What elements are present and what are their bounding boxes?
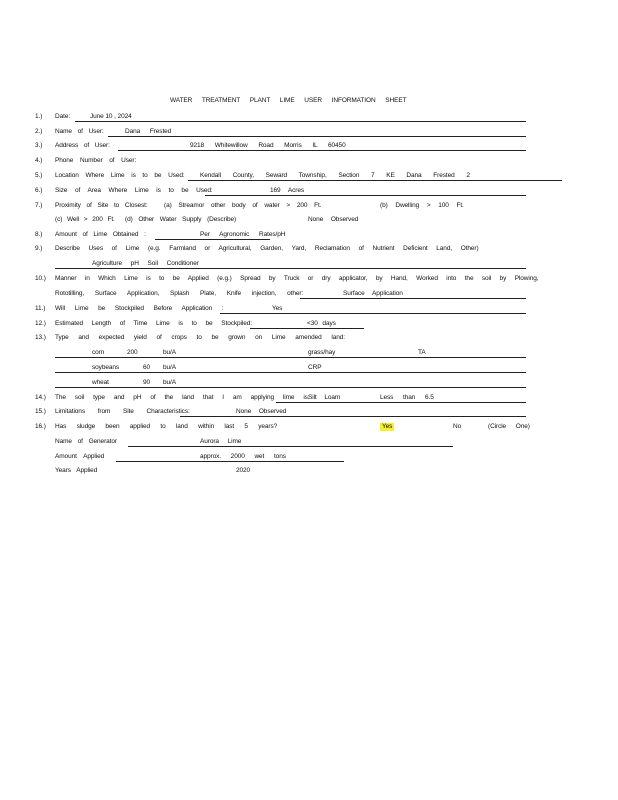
manner-value[interactable]: Surface Application (343, 290, 403, 297)
location-line (188, 180, 562, 181)
amount-label: Amount of Lime Obtained : (55, 231, 146, 238)
manner-line (300, 298, 526, 299)
generator-line (128, 446, 453, 447)
uses-line (55, 268, 526, 269)
generator-label: Name of Generator (55, 438, 117, 445)
crop-1-other2[interactable]: TA (418, 349, 426, 356)
crop-1-unit: bu/A (163, 349, 176, 356)
sludge-label: Has sludge been applied to land within last 5 years? (55, 423, 278, 430)
item-4-number: 4.) (35, 157, 43, 164)
manner-label-line-2: Rototilling, Surface Application, Splash Plate, Knife injection, other: (55, 290, 304, 297)
item-6-number: 6.) (35, 187, 43, 194)
address-value[interactable]: 9218 Whitewillow Road Morris IL 60450 (190, 142, 346, 149)
stockpile-time-line (250, 328, 364, 329)
stockpile-time-label: Estimated Length of Time Lime is to be Stockpiled: (55, 320, 252, 327)
item-9-number: 9.) (35, 245, 43, 252)
proximity-d: (d) Other Water Supply (Describe) (125, 216, 237, 223)
limitations-line (180, 416, 526, 417)
crop-3-line (55, 387, 526, 388)
amount-line (155, 239, 270, 240)
limitations-label: Limitations from Site Characteristics: (55, 408, 190, 415)
circle-one-note: (Circle One) (488, 423, 530, 430)
proximity-b: (b) Dwelling > 100 Ft. (380, 202, 464, 209)
proximity-label: Proximity of Site to Closest: (55, 202, 148, 209)
item-3-number: 3.) (35, 142, 43, 149)
name-value[interactable]: Dana Frested (125, 128, 172, 135)
years-applied-label: Years Applied (55, 467, 98, 474)
date-line (75, 121, 526, 122)
item-1-number: 1.) (35, 113, 43, 120)
stockpile-value[interactable]: Yes (272, 305, 283, 312)
proximity-c: (c) Well > 200 Ft. (55, 216, 115, 223)
item-2-number: 2.) (35, 128, 43, 135)
sludge-yes-option[interactable]: Yes (382, 423, 393, 430)
size-label: Size of Area Where Lime is to be Used: (55, 187, 213, 194)
generator-value[interactable]: Aurora Lime (200, 438, 242, 445)
limitations-value[interactable]: None Observed (236, 408, 287, 415)
soil-ph-value[interactable]: Less than 6.5 (380, 394, 434, 401)
manner-label-line-1: Manner in Which Lime is to be Applied (e.g.) Spread by Truck or dry applicator, by Hand, Worked into the soil by Plowing, (55, 275, 539, 282)
item-16-number: 16.) (35, 423, 46, 430)
soil-line (276, 402, 526, 403)
address-label: Address of User: (55, 142, 110, 149)
size-value[interactable]: 169 Acres (270, 187, 305, 194)
stockpile-label: Will Lime be Stockpiled Before Application : (55, 305, 224, 312)
crop-3-unit: bu/A (163, 379, 176, 386)
crop-1-name[interactable]: corn (92, 349, 105, 356)
amount-applied-label: Amount Applied (55, 453, 105, 460)
size-line (205, 195, 526, 196)
amount-value[interactable]: Per Agronomic Rates/pH (200, 231, 286, 238)
soil-label: The soil type and pH of the land that I am applying lime is: (55, 394, 310, 401)
crop-1-yield[interactable]: 200 (127, 349, 138, 356)
item-14-number: 14.) (35, 394, 46, 401)
crops-label: Type and expected yield of crops to be grown on Lime amended land: (55, 334, 345, 341)
proximity-d-value[interactable]: None Observed (308, 216, 359, 223)
date-value[interactable]: June 10 , 2024 (90, 113, 132, 120)
crop-3-name[interactable]: wheat (92, 379, 109, 386)
location-value[interactable]: Kendall County, Seward Township, Section 7 KE Dana Frested 2 (200, 172, 470, 179)
item-7-number: 7.) (35, 202, 43, 209)
item-13-number: 13.) (35, 334, 46, 341)
location-label: Location Where Lime is to be Used: (55, 172, 185, 179)
phone-label: Phone Number of User: (55, 157, 137, 164)
sludge-no-option[interactable]: No (453, 423, 462, 430)
crop-2-other[interactable]: CRP (308, 364, 322, 371)
item-15-number: 15.) (35, 408, 46, 415)
crop-2-yield[interactable]: 60 (143, 364, 151, 371)
item-11-number: 11.) (35, 305, 46, 312)
address-line (118, 150, 526, 151)
years-applied-value[interactable]: 2020 (236, 467, 251, 474)
name-label: Name of User: (55, 128, 104, 135)
uses-label: Describe Uses of Lime (e.g. Farmland or Agricultural, Garden, Yard, Reclamation of Nutrient Deficient Land, Other) (55, 245, 479, 252)
proximity-a: (a) Streamor other body of water > 200 Ft. (164, 202, 322, 209)
crop-2-line (55, 372, 526, 373)
item-12-number: 12.) (35, 320, 46, 327)
crop-1-line (55, 357, 526, 358)
uses-value[interactable]: Agriculture pH Soil Conditioner (92, 260, 199, 267)
item-5-number: 5.) (35, 172, 43, 179)
crop-2-name[interactable]: soybeans (92, 364, 120, 371)
crop-2-unit: bu/A (163, 364, 176, 371)
amount-applied-line (116, 461, 344, 462)
date-label: Date: (55, 113, 71, 120)
amount-applied-value[interactable]: approx. 2000 wet tons (200, 453, 286, 460)
page-title: WATER TREATMENT PLANT LIME USER INFORMATION SHEET (170, 97, 407, 104)
stockpile-time-value[interactable]: <30 days (307, 320, 336, 327)
soil-type-value[interactable]: Silt Loam (308, 394, 341, 401)
crop-3-yield[interactable]: 90 (143, 379, 151, 386)
crop-1-other[interactable]: grass/hay (308, 349, 336, 356)
name-line (108, 136, 526, 137)
item-10-number: 10.) (35, 275, 46, 282)
stockpile-line (220, 313, 526, 314)
item-8-number: 8.) (35, 231, 43, 238)
